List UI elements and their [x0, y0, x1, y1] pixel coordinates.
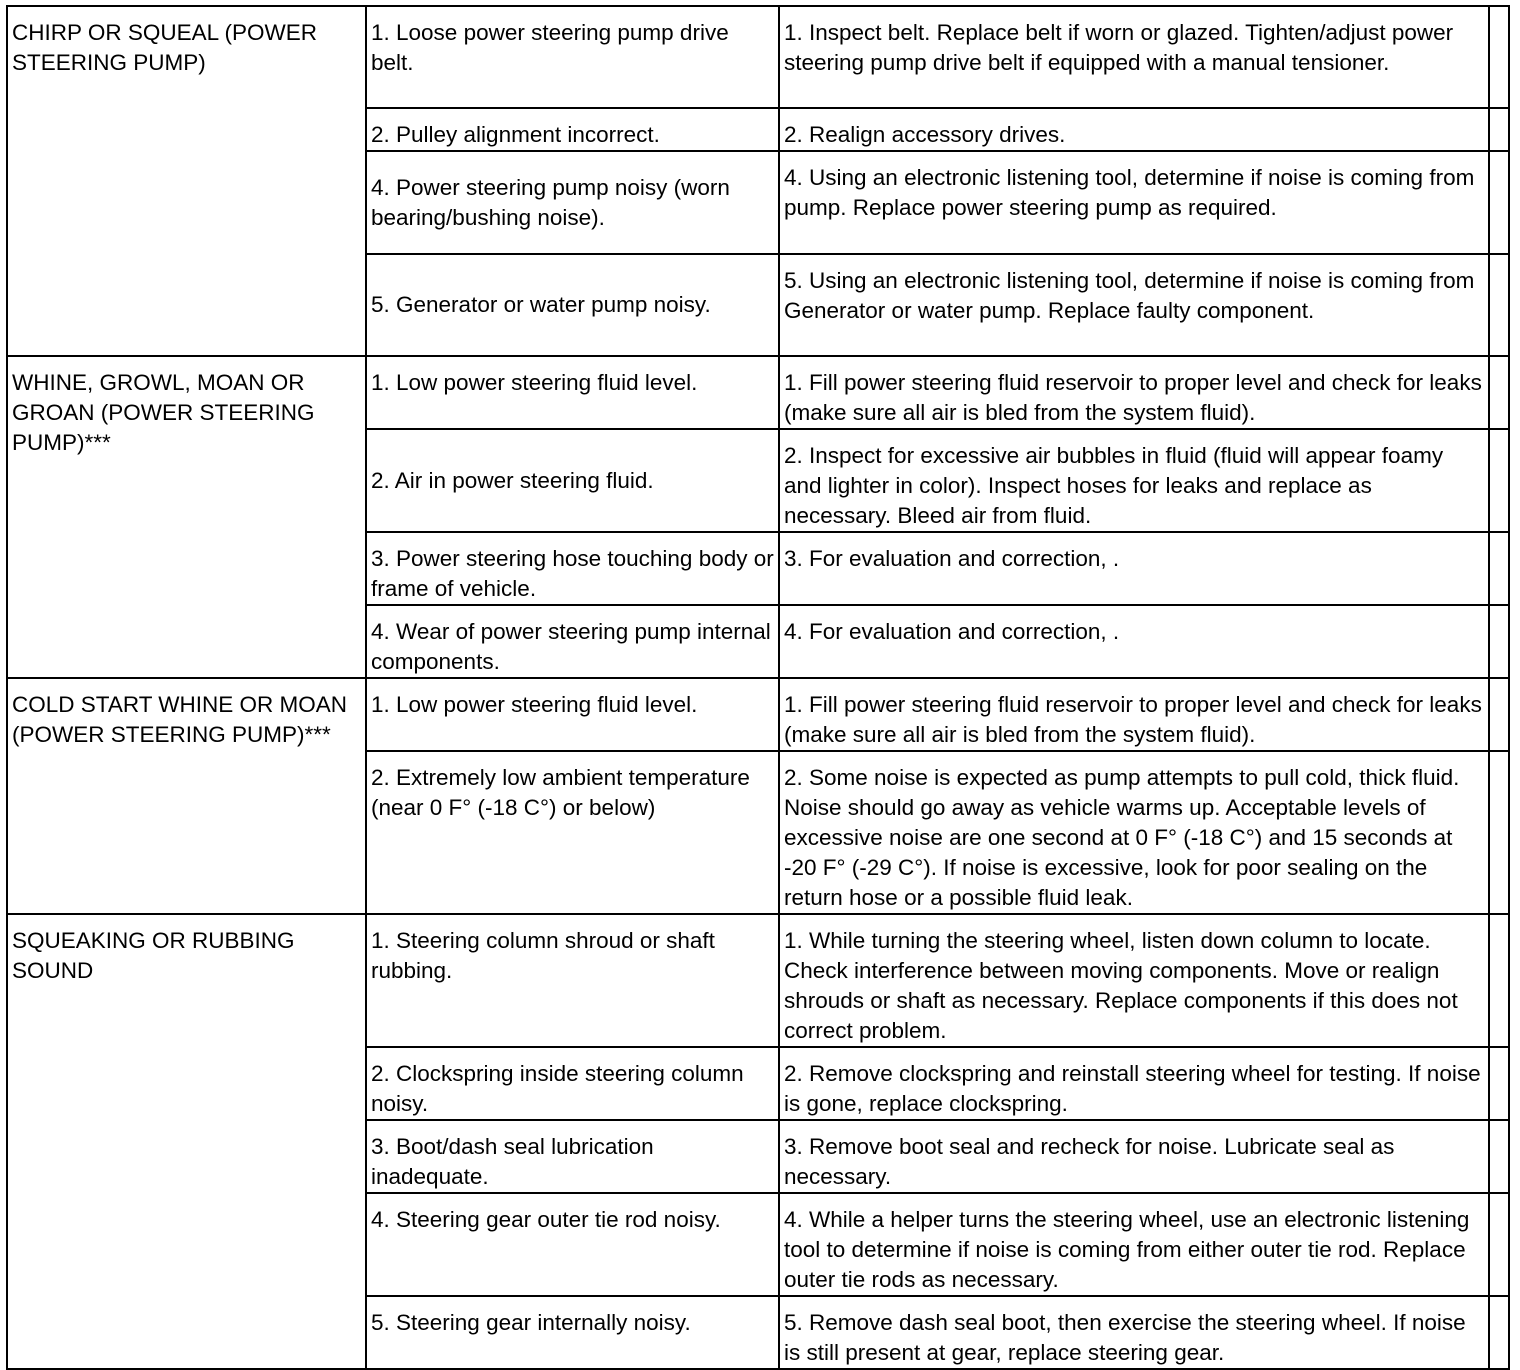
diagnosis-table [6, 5, 1510, 1370]
blank-cell [1489, 108, 1509, 151]
cause-cell: 1. Low power steering fluid level. [366, 356, 779, 429]
correction-cell: 4. Using an electronic listening tool, determine if noise is coming from pump. Replace power steering pump as required. [779, 151, 1489, 254]
blank-cell [1489, 1120, 1509, 1193]
cause-cell: 3. Power steering hose touching body or frame of vehicle. [366, 532, 779, 605]
correction-cell: 2. Inspect for excessive air bubbles in fluid (fluid will appear foamy and lighter in color). Inspect hoses for leaks and replace as necessary. Bleed air from fluid. [779, 429, 1489, 532]
blank-cell [1489, 751, 1509, 914]
correction-cell: 3. For evaluation and correction, . [779, 532, 1489, 605]
blank-cell [1489, 1047, 1509, 1120]
blank-cell [1489, 356, 1509, 429]
cause-cell: 4. Power steering pump noisy (worn bearing/bushing noise). [366, 151, 779, 254]
blank-cell [1489, 6, 1509, 108]
table-row [7, 6, 1509, 108]
cause-cell: 2. Extremely low ambient temperature (near 0 F° (-18 C°) or below) [366, 751, 779, 914]
blank-cell [1489, 151, 1509, 254]
correction-cell: 2. Realign accessory drives. [779, 108, 1489, 151]
blank-cell [1489, 1296, 1509, 1369]
cause-cell: 1. Loose power steering pump drive belt. [366, 6, 779, 108]
cause-cell: 2. Air in power steering fluid. [366, 429, 779, 532]
correction-cell: 2. Some noise is expected as pump attempts to pull cold, thick fluid. Noise should go away as vehicle warms up. Acceptable levels of excessive noise are one second at 0 F° (-18 C°) and 15 seconds at -20 F° (-29 C°). If noise is excessive, look for poor sealing on the return hose or a possible fluid leak. [779, 751, 1489, 914]
correction-cell: 4. For evaluation and correction, . [779, 605, 1489, 678]
cause-cell: 5. Steering gear internally noisy. [366, 1296, 779, 1369]
condition-cell: WHINE, GROWL, MOAN OR GROAN (POWER STEERING PUMP)*** [7, 356, 366, 678]
condition-cell: CHIRP OR SQUEAL (POWER STEERING PUMP) [7, 6, 366, 356]
cause-cell: 2. Pulley alignment incorrect. [366, 108, 779, 151]
table-row [7, 914, 1509, 1047]
table-row [7, 678, 1509, 751]
cause-cell: 4. Steering gear outer tie rod noisy. [366, 1193, 779, 1296]
blank-cell [1489, 532, 1509, 605]
condition-cell: SQUEAKING OR RUBBING SOUND [7, 914, 366, 1369]
correction-cell: 1. Fill power steering fluid reservoir to proper level and check for leaks (make sure all air is bled from the system fluid). [779, 356, 1489, 429]
blank-cell [1489, 914, 1509, 1047]
correction-cell: 1. Fill power steering fluid reservoir to proper level and check for leaks (make sure all air is bled from the system fluid). [779, 678, 1489, 751]
condition-cell: COLD START WHINE OR MOAN (POWER STEERING PUMP)*** [7, 678, 366, 914]
cause-cell: 3. Boot/dash seal lubrication inadequate. [366, 1120, 779, 1193]
correction-cell: 5. Using an electronic listening tool, determine if noise is coming from Generator or water pump. Replace faulty component. [779, 254, 1489, 356]
cause-cell: 5. Generator or water pump noisy. [366, 254, 779, 356]
correction-cell: 3. Remove boot seal and recheck for noise. Lubricate seal as necessary. [779, 1120, 1489, 1193]
blank-cell [1489, 254, 1509, 356]
correction-cell: 1. Inspect belt. Replace belt if worn or glazed. Tighten/adjust power steering pump drive belt if equipped with a manual tensioner. [779, 6, 1489, 108]
cause-cell: 2. Clockspring inside steering column noisy. [366, 1047, 779, 1120]
correction-cell: 1. While turning the steering wheel, listen down column to locate. Check interference between moving components. Move or realign shrouds or shaft as necessary. Replace components if this does not correct problem. [779, 914, 1489, 1047]
cause-cell: 1. Low power steering fluid level. [366, 678, 779, 751]
correction-cell: 5. Remove dash seal boot, then exercise the steering wheel. If noise is still present at gear, replace steering gear. [779, 1296, 1489, 1369]
blank-cell [1489, 605, 1509, 678]
correction-cell: 4. While a helper turns the steering wheel, use an electronic listening tool to determine if noise is coming from either outer tie rod. Replace outer tie rods as necessary. [779, 1193, 1489, 1296]
blank-cell [1489, 1193, 1509, 1296]
correction-cell: 2. Remove clockspring and reinstall steering wheel for testing. If noise is gone, replace clockspring. [779, 1047, 1489, 1120]
blank-cell [1489, 678, 1509, 751]
table-row [7, 356, 1509, 429]
cause-cell: 1. Steering column shroud or shaft rubbing. [366, 914, 779, 1047]
blank-cell [1489, 429, 1509, 532]
cause-cell: 4. Wear of power steering pump internal components. [366, 605, 779, 678]
